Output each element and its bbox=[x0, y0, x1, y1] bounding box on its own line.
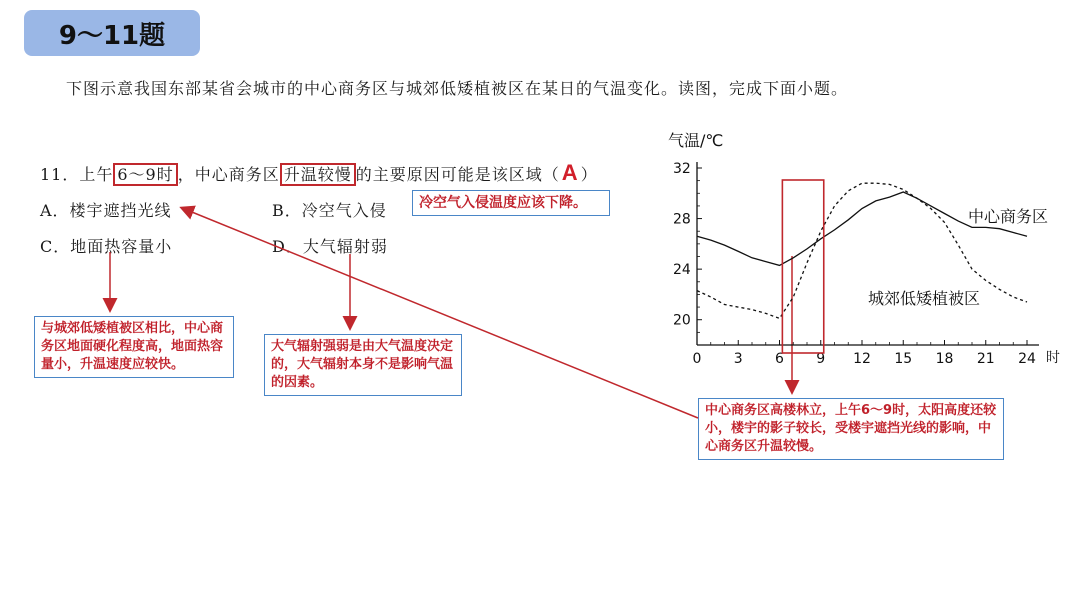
x-tick-label: 9 bbox=[816, 351, 826, 367]
y-axis-label: 气温/℃ bbox=[668, 131, 724, 150]
x-tick-label: 0 bbox=[692, 351, 702, 367]
highlight-slow: 升温较慢 bbox=[280, 163, 356, 186]
option-d[interactable]: D．大气辐射弱 bbox=[272, 237, 388, 256]
option-c[interactable]: C．地面热容量小 bbox=[40, 237, 173, 256]
question-mid: ，中心商务区 bbox=[177, 165, 280, 184]
series-label-cbd: 中心商务区 bbox=[968, 207, 1049, 226]
note-option-a: 中心商务区高楼林立，上午6～9时，太阳高度还较小，楼宇的影子较长，受楼宇遮挡光线的影响，中心商务区升温较慢。 bbox=[698, 398, 1004, 460]
x-tick-label: 24 bbox=[1018, 351, 1036, 367]
question-prefix: 11．上午 bbox=[40, 165, 114, 184]
note-option-b: 冷空气入侵温度应该下降。 bbox=[412, 190, 610, 216]
temperature-chart bbox=[668, 131, 1060, 367]
option-a[interactable]: A．楼宇遮挡光线 bbox=[40, 201, 172, 220]
note-option-c: 与城郊低矮植被区相比，中心商务区地面硬化程度高，地面热容量小，升温速度应较快。 bbox=[34, 316, 234, 378]
x-tick-label: 21 bbox=[976, 351, 995, 367]
x-tick-label: 15 bbox=[894, 351, 913, 367]
x-tick-label: 3 bbox=[733, 351, 743, 367]
answer-mark: A bbox=[561, 160, 579, 185]
x-tick-label: 6 bbox=[775, 351, 784, 367]
series-cbd-line bbox=[697, 192, 1027, 265]
y-tick-label: 28 bbox=[673, 211, 691, 228]
y-tick-label: 24 bbox=[673, 262, 691, 279]
x-axis-unit: 时 bbox=[1046, 350, 1060, 366]
option-b[interactable]: B．冷空气入侵 bbox=[272, 201, 387, 220]
y-tick-label: 20 bbox=[673, 312, 691, 329]
note-option-d: 大气辐射强弱是由大气温度决定的，大气辐射本身不是影响气温的因素。 bbox=[264, 334, 462, 396]
intro-text: 下图示意我国东部某省会城市的中心商务区与城郊低矮植被区在某日的气温变化。读图，完成下面小题。 bbox=[66, 79, 849, 98]
arrow-a bbox=[182, 208, 698, 418]
question-suffix: 的主要原因可能是该区域（ bbox=[355, 165, 560, 184]
x-tick-label: 18 bbox=[935, 351, 954, 367]
section-title: 9～11题 bbox=[24, 10, 200, 56]
highlight-time: 6～9时 bbox=[113, 163, 177, 186]
question-close: ） bbox=[580, 165, 598, 184]
highlight-box bbox=[782, 180, 823, 353]
series-label-suburb: 城郊低矮植被区 bbox=[868, 289, 981, 308]
x-tick-label: 12 bbox=[853, 351, 871, 367]
y-tick-label: 32 bbox=[673, 161, 691, 177]
